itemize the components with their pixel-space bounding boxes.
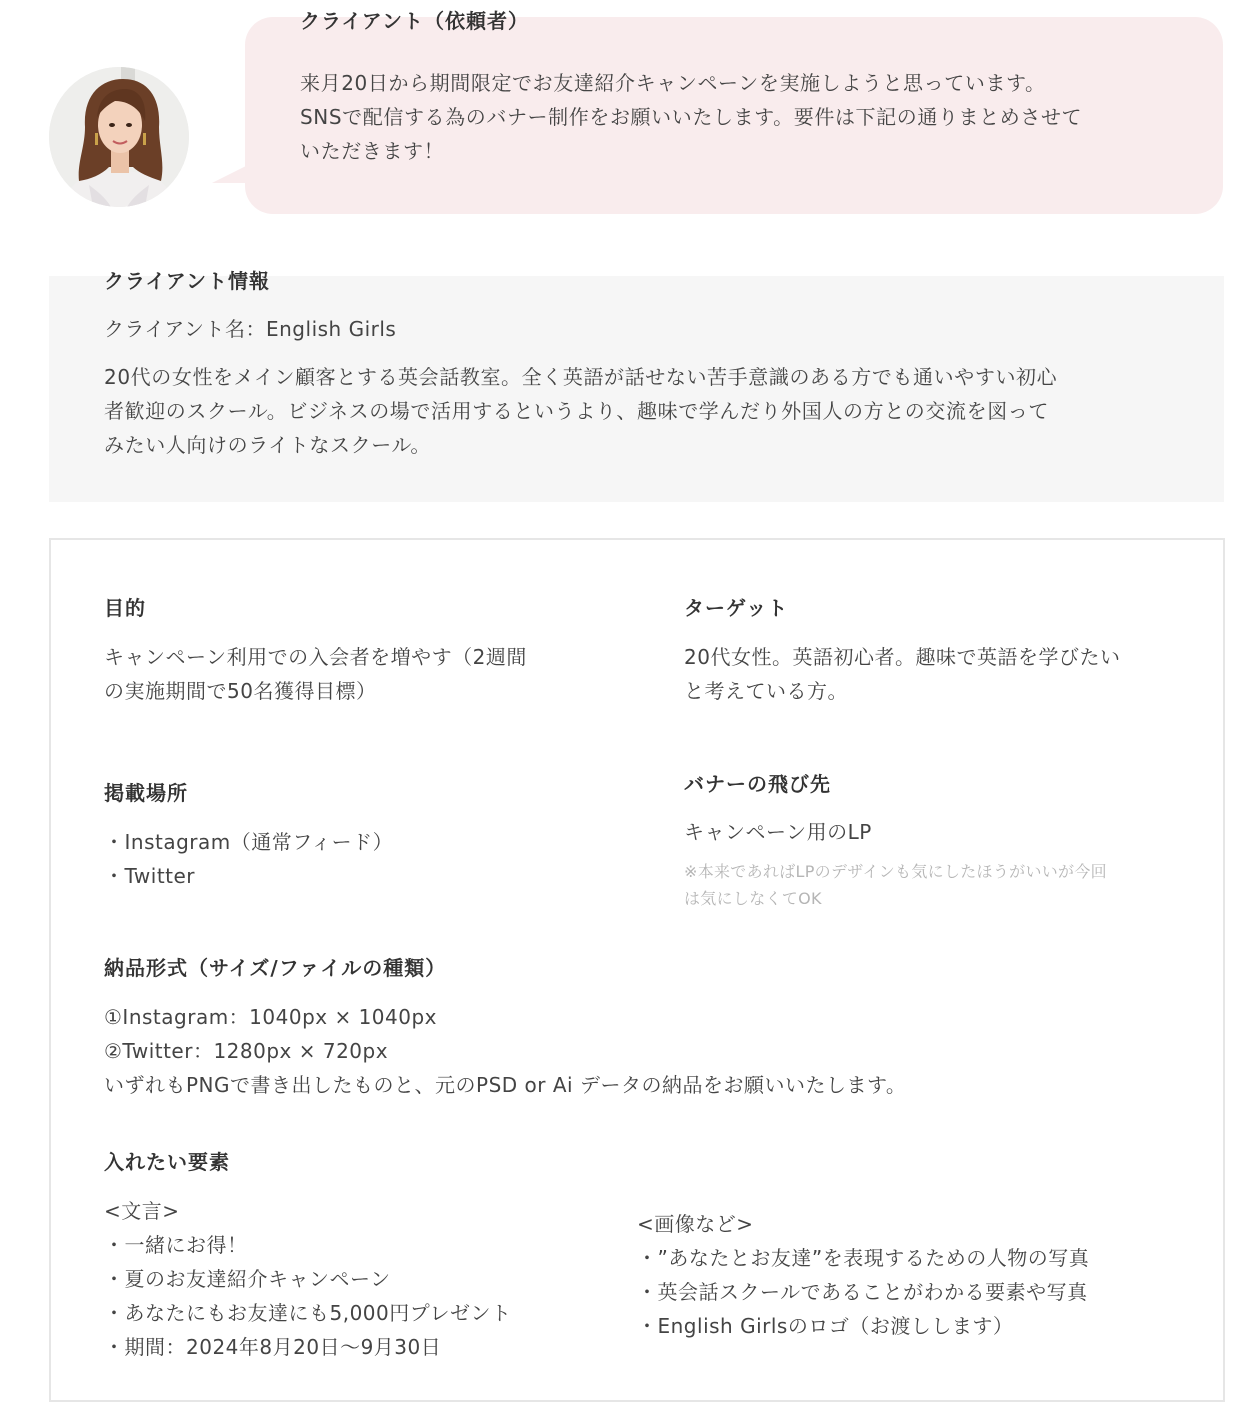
- purpose-line: の実施期間で50名獲得目標）: [104, 679, 377, 703]
- placement-item: ・Instagram（通常フィード）: [104, 830, 394, 854]
- image-element-item: ・英会話スクールであることがわかる要素や写真: [637, 1280, 1088, 1304]
- placement-list: [104, 825, 393, 893]
- image-element-item: ・”あなたとお友達”を表現するための人物の写真: [637, 1246, 1090, 1270]
- delivery-heading: 納品形式（サイズ/ファイルの種類）: [104, 956, 447, 980]
- client-bubble-title: クライアント（依頼者）: [300, 9, 529, 33]
- purpose-text: [104, 640, 527, 708]
- woman-portrait-icon: [49, 67, 189, 207]
- delivery-line: ②Twitter：1280px × 720px: [104, 1039, 389, 1063]
- image-element-item: <画像など>: [637, 1212, 754, 1236]
- destination-line: キャンペーン用のLP: [684, 820, 872, 844]
- delivery-line: いずれもPNGで書き出したものと、元のPSD or Ai データの納品をお願いいたします。: [104, 1073, 907, 1097]
- text-element-item: ・夏のお友達紹介キャンペーン: [104, 1267, 391, 1291]
- purpose-heading: 目的: [104, 596, 146, 620]
- speech-bubble-tail: [212, 165, 248, 183]
- text-element-item: ・一緒にお得！: [104, 1233, 248, 1257]
- description-line: 者歓迎のスクール。ビジネスの場で活用するというより、趣味で学んだり外国人の方との交流を図って: [104, 399, 1049, 423]
- note-line: は気にしなくてOK: [684, 889, 822, 908]
- image-element-item: ・English Girlsのロゴ（お渡しします）: [637, 1314, 1014, 1338]
- message-line: SNSで配信する為のバナー制作をお願いいたします。要件は下記の通りまとめさせて: [300, 105, 1083, 129]
- message-line: いただきます！: [300, 139, 445, 163]
- description-line: みたい人向けのライトなスクール。: [104, 433, 431, 457]
- client-description: [104, 360, 1184, 462]
- client-avatar: [49, 67, 189, 207]
- target-text: [684, 640, 1120, 708]
- target-line: 20代女性。英語初心者。趣味で英語を学びたい: [684, 645, 1121, 669]
- destination-heading: バナーの飛び先: [684, 772, 831, 796]
- destination-text: [684, 815, 872, 849]
- delivery-line: ①Instagram：1040px × 1040px: [104, 1005, 438, 1029]
- text-element-item: ・期間：2024年8月20日〜9月30日: [104, 1335, 442, 1359]
- text-elements-list: [104, 1194, 511, 1364]
- text-element-item: ・あなたにもお友達にも5,000円プレゼント: [104, 1301, 512, 1325]
- message-line: 来月20日から期間限定でお友達紹介キャンペーンを実施しようと思っています。: [300, 71, 1046, 95]
- text-element-item: <文言>: [104, 1199, 180, 1223]
- delivery-text: [104, 1000, 906, 1102]
- description-line: 20代の女性をメイン顧客とする英会話教室。全く英語が話せない苦手意識のある方でも通いやすい初心: [104, 365, 1058, 389]
- placement-item: ・Twitter: [104, 864, 196, 888]
- placement-heading: 掲載場所: [104, 781, 188, 805]
- destination-note: [684, 858, 1107, 912]
- client-name: クライアント名：English Girls: [104, 317, 397, 341]
- target-line: と考えている方。: [684, 679, 848, 703]
- target-heading: ターゲット: [684, 596, 789, 620]
- client-info-title: クライアント情報: [104, 269, 270, 293]
- image-elements-list: [637, 1207, 1089, 1343]
- note-line: ※本来であればLPのデザインも気にしたほうがいいが今回: [684, 862, 1107, 881]
- client-bubble-message: [300, 66, 1180, 168]
- elements-heading: 入れたい要素: [104, 1150, 230, 1174]
- purpose-line: キャンペーン利用での入会者を増やす（2週間: [104, 645, 527, 669]
